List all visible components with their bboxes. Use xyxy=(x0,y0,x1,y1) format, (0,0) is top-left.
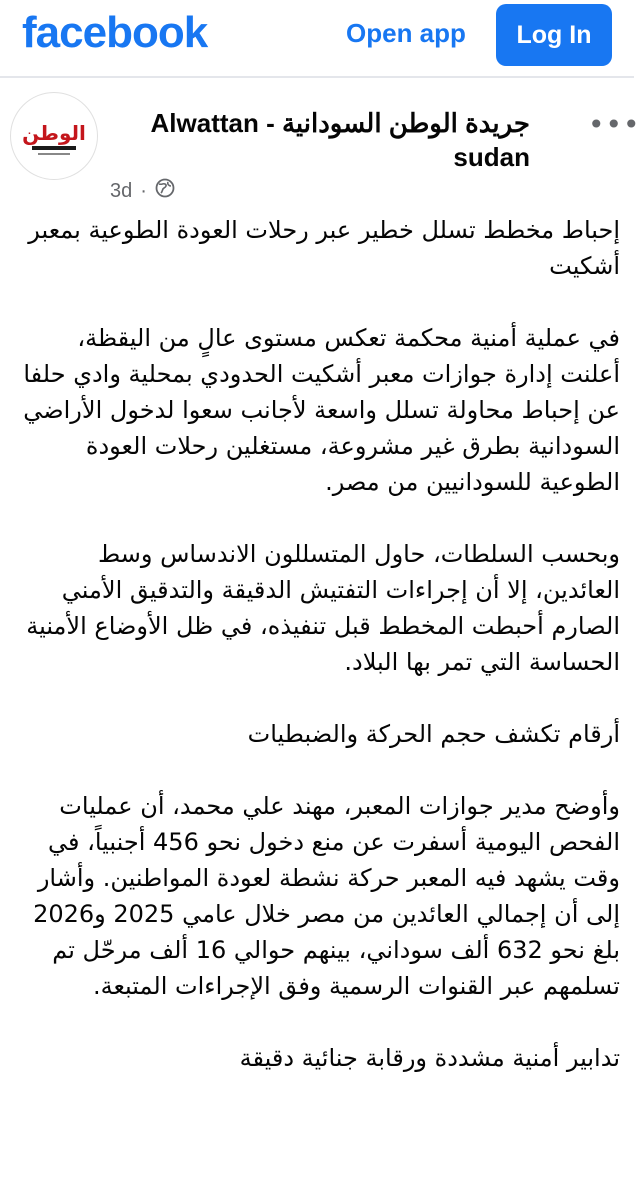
post-paragraph: في عملية أمنية محكمة تعكس مستوى عالٍ من اليقظة، أعلنت إدارة جوازات معبر أشكيت الحدودي بمحلية وادي حلفا عن إحباط محاولة تسلل واسعة لأجانب سعوا لدخول الأراضي السودانية بطرق غير مشروعة، مستغلين رحلات العودة الطوعية للسودانيين من مصر. xyxy=(23,324,620,496)
globe-icon xyxy=(155,178,175,204)
more-horizontal-icon[interactable]: ••• xyxy=(588,108,641,141)
alwattan-logo xyxy=(14,96,94,176)
page-name[interactable]: جريدة الوطن السودانية - Alwattan sudan xyxy=(150,108,530,172)
post-time[interactable]: 3d xyxy=(110,179,133,202)
page-avatar[interactable] xyxy=(10,92,98,180)
post-headline: إحباط مخطط تسلل خطير عبر رحلات العودة الطوعية بمعبر أشكيت xyxy=(28,216,620,280)
header-divider xyxy=(0,76,634,78)
facebook-logo[interactable]: facebook xyxy=(22,8,208,57)
post-body xyxy=(16,212,620,1076)
login-button[interactable]: Log In xyxy=(496,4,612,66)
meta-separator: · xyxy=(140,179,147,202)
post-meta xyxy=(110,178,175,204)
open-app-link[interactable]: Open app xyxy=(346,18,466,48)
svg-text:الوطن: الوطن xyxy=(22,121,86,145)
post-subheading: أرقام تكشف حجم الحركة والضبطيات xyxy=(247,720,620,748)
top-bar xyxy=(0,0,634,76)
post-subheading: تدابير أمنية مشددة ورقابة جنائية دقيقة xyxy=(239,1044,620,1072)
post-paragraph: وأوضح مدير جوازات المعبر، مهند علي محمد، أن عمليات الفحص اليومية أسفرت عن منع دخول نحو 456 أجنبياً، في وقت يشهد فيه المعبر حركة نشطة لعودة المواطنين. وأشار إلى أن إجمالي العائدين من مصر خلال عامي 2025 و2026 بلغ نحو 632 ألف سوداني، بينهم حوالي 16 ألف مرحّل تم تسلمهم عبر القنوات الرسمية وفق الإجراءات المتبعة. xyxy=(33,792,620,1000)
post-paragraph: وبحسب السلطات، حاول المتسللون الاندساس وسط العائدين، إلا أن إجراءات التفتيش الدقيقة والتدقيق الأمني الصارم أحبطت المخطط قبل تنفيذه، في ظل الأوضاع الأمنية الحساسة التي تمر بها البلاد. xyxy=(26,540,620,676)
